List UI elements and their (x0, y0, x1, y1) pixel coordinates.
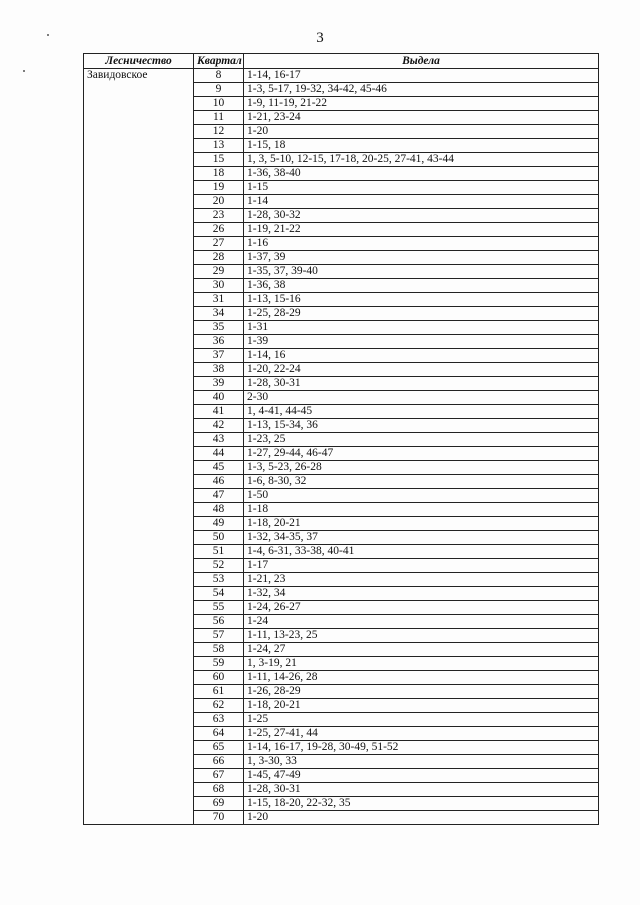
plots-cell: 1-45, 47-49 (244, 769, 599, 783)
plots-cell: 2-30 (244, 391, 599, 405)
quarter-cell: 38 (194, 363, 244, 377)
quarter-cell: 15 (194, 153, 244, 167)
quarter-cell: 51 (194, 545, 244, 559)
quarter-cell: 60 (194, 671, 244, 685)
scan-speck (47, 34, 49, 36)
plots-cell: 1-18 (244, 503, 599, 517)
quarter-cell: 58 (194, 643, 244, 657)
plots-cell: 1-50 (244, 489, 599, 503)
quarter-cell: 67 (194, 769, 244, 783)
plots-cell: 1-25 (244, 713, 599, 727)
plots-cell: 1-20 (244, 125, 599, 139)
quarter-cell: 39 (194, 377, 244, 391)
quarter-cell: 40 (194, 391, 244, 405)
quarter-cell: 8 (194, 69, 244, 83)
table-row (84, 69, 599, 83)
plots-cell: 1-18, 20-21 (244, 699, 599, 713)
quarter-cell: 10 (194, 97, 244, 111)
header-district: Лесничество (84, 54, 194, 69)
plots-cell: 1-3, 5-17, 19-32, 34-42, 45-46 (244, 83, 599, 97)
quarter-cell: 68 (194, 783, 244, 797)
plots-cell: 1, 3-19, 21 (244, 657, 599, 671)
plots-cell: 1-17 (244, 559, 599, 573)
plots-cell: 1-18, 20-21 (244, 517, 599, 531)
quarter-cell: 56 (194, 615, 244, 629)
quarter-cell: 9 (194, 83, 244, 97)
plots-cell: 1-39 (244, 335, 599, 349)
plots-cell: 1-9, 11-19, 21-22 (244, 97, 599, 111)
plots-cell: 1-26, 28-29 (244, 685, 599, 699)
plots-cell: 1-14, 16-17 (244, 69, 599, 83)
quarter-cell: 41 (194, 405, 244, 419)
plots-cell: 1-31 (244, 321, 599, 335)
plots-cell: 1-27, 29-44, 46-47 (244, 447, 599, 461)
plots-cell: 1-25, 27-41, 44 (244, 727, 599, 741)
scan-speck (23, 70, 25, 72)
quarter-cell: 46 (194, 475, 244, 489)
district-cell: Завидовское (84, 69, 194, 825)
plots-cell: 1-28, 30-31 (244, 377, 599, 391)
quarter-cell: 19 (194, 181, 244, 195)
table-header-row (84, 54, 599, 69)
plots-cell: 1-21, 23-24 (244, 111, 599, 125)
header-quarter: Квартал (194, 54, 244, 69)
quarter-cell: 55 (194, 601, 244, 615)
quarter-cell: 31 (194, 293, 244, 307)
plots-cell: 1-14, 16-17, 19-28, 30-49, 51-52 (244, 741, 599, 755)
quarter-cell: 63 (194, 713, 244, 727)
plots-cell: 1-19, 21-22 (244, 223, 599, 237)
quarter-cell: 47 (194, 489, 244, 503)
quarter-cell: 62 (194, 699, 244, 713)
quarter-cell: 12 (194, 125, 244, 139)
plots-cell: 1-23, 25 (244, 433, 599, 447)
quarter-cell: 49 (194, 517, 244, 531)
quarter-cell: 57 (194, 629, 244, 643)
quarter-cell: 54 (194, 587, 244, 601)
quarter-cell: 45 (194, 461, 244, 475)
plots-cell: 1-15 (244, 181, 599, 195)
plots-cell: 1-15, 18 (244, 139, 599, 153)
plots-cell: 1-32, 34-35, 37 (244, 531, 599, 545)
quarter-cell: 50 (194, 531, 244, 545)
plots-cell: 1, 4-41, 44-45 (244, 405, 599, 419)
plots-cell: 1-28, 30-31 (244, 783, 599, 797)
plots-cell: 1-14, 16 (244, 349, 599, 363)
quarter-cell: 44 (194, 447, 244, 461)
quarter-cell: 28 (194, 251, 244, 265)
quarter-cell: 18 (194, 167, 244, 181)
plots-cell: 1-13, 15-16 (244, 293, 599, 307)
quarter-cell: 20 (194, 195, 244, 209)
plots-cell: 1-21, 23 (244, 573, 599, 587)
quarter-cell: 66 (194, 755, 244, 769)
quarter-cell: 30 (194, 279, 244, 293)
quarter-cell: 43 (194, 433, 244, 447)
quarter-cell: 70 (194, 811, 244, 825)
plots-cell: 1-36, 38-40 (244, 167, 599, 181)
quarter-cell: 53 (194, 573, 244, 587)
plots-cell: 1-4, 6-31, 33-38, 40-41 (244, 545, 599, 559)
plots-cell: 1-24 (244, 615, 599, 629)
quarter-cell: 11 (194, 111, 244, 125)
plots-cell: 1-14 (244, 195, 599, 209)
quarter-cell: 26 (194, 223, 244, 237)
plots-cell: 1-25, 28-29 (244, 307, 599, 321)
quarter-cell: 27 (194, 237, 244, 251)
plots-cell: 1-16 (244, 237, 599, 251)
quarter-cell: 29 (194, 265, 244, 279)
page-number: 3 (316, 30, 324, 46)
quarter-cell: 61 (194, 685, 244, 699)
quarter-cell: 59 (194, 657, 244, 671)
header-plots: Выдела (244, 54, 599, 69)
plots-cell: 1-3, 5-23, 26-28 (244, 461, 599, 475)
quarter-cell: 34 (194, 307, 244, 321)
plots-cell: 1-24, 26-27 (244, 601, 599, 615)
plots-cell: 1-37, 39 (244, 251, 599, 265)
plots-cell: 1-36, 38 (244, 279, 599, 293)
quarter-cell: 13 (194, 139, 244, 153)
quarter-cell: 35 (194, 321, 244, 335)
table-body (84, 69, 599, 825)
plots-cell: 1, 3-30, 33 (244, 755, 599, 769)
plots-cell: 1-24, 27 (244, 643, 599, 657)
quarter-cell: 69 (194, 797, 244, 811)
plots-cell: 1-32, 34 (244, 587, 599, 601)
quarter-cell: 48 (194, 503, 244, 517)
plots-cell: 1-6, 8-30, 32 (244, 475, 599, 489)
plots-cell: 1, 3, 5-10, 12-15, 17-18, 20-25, 27-41, 43-44 (244, 153, 599, 167)
quarter-cell: 52 (194, 559, 244, 573)
plots-cell: 1-20, 22-24 (244, 363, 599, 377)
quarter-cell: 42 (194, 419, 244, 433)
plots-cell: 1-15, 18-20, 22-32, 35 (244, 797, 599, 811)
plots-cell: 1-28, 30-32 (244, 209, 599, 223)
forest-plots-table (83, 53, 599, 825)
quarter-cell: 37 (194, 349, 244, 363)
plots-cell: 1-35, 37, 39-40 (244, 265, 599, 279)
plots-cell: 1-13, 15-34, 36 (244, 419, 599, 433)
quarter-cell: 65 (194, 741, 244, 755)
quarter-cell: 64 (194, 727, 244, 741)
quarter-cell: 23 (194, 209, 244, 223)
quarter-cell: 36 (194, 335, 244, 349)
plots-cell: 1-20 (244, 811, 599, 825)
plots-cell: 1-11, 14-26, 28 (244, 671, 599, 685)
plots-cell: 1-11, 13-23, 25 (244, 629, 599, 643)
